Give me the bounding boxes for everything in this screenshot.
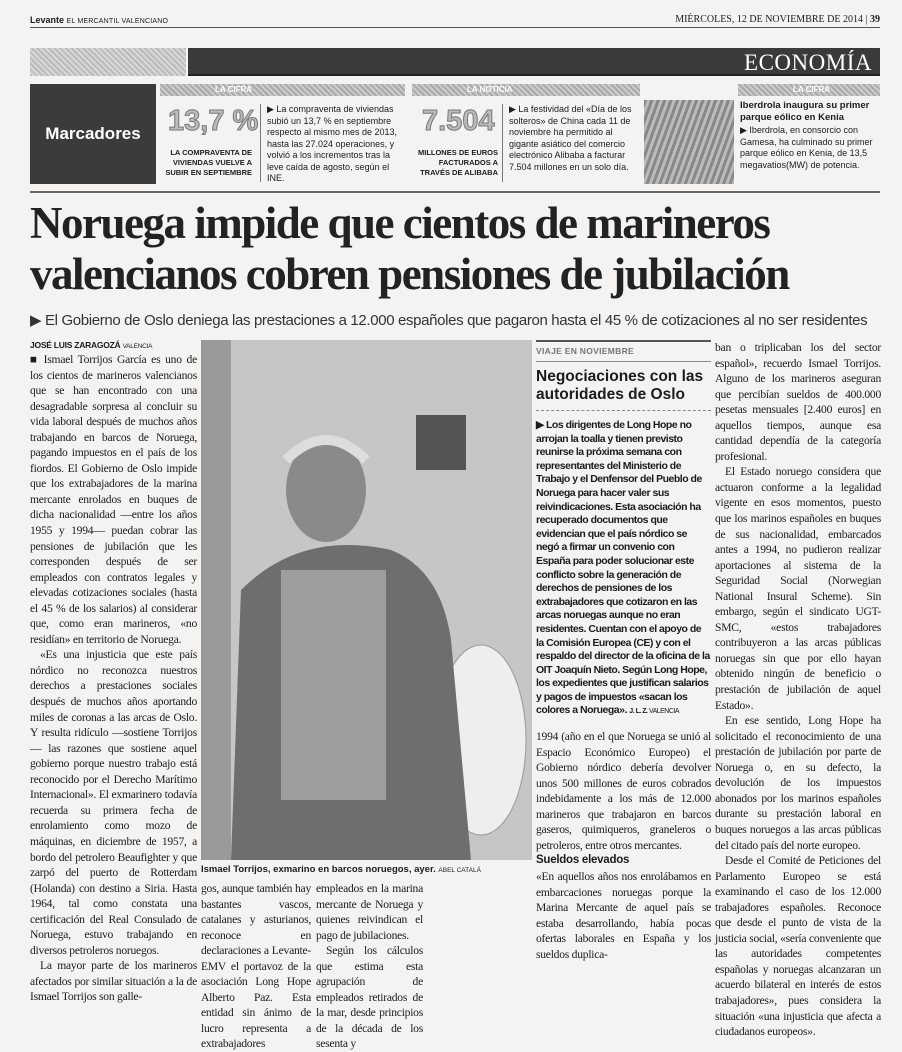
article-column-3 [316,881,423,1052]
issue-date: MIÉRCOLES, 12 DE NOVIEMBRE DE 2014 [675,14,863,25]
banner-pattern [30,48,186,76]
paragraph: La mayor parte de los marineros afectados por similar situación a la de Ismael Torrijos son galle- [30,959,197,1004]
sidebar-box [536,340,711,719]
paragraph: «Es una injusticia que este país nórdico no reconozca nuestros derechos a prestaciones sociales después de muchos años aportando miles de coronas a las arcas de Oslo. Y resulta ridículo —sostiene Torrijos— las razones que sostiene aquel gobierno porque nuestro trabajo está reconocido por el Derecho Marítimo Internacional». El exmarinero todavía recuerda su primera fecha de enrolamiento como mozo de máquinas, en diciembre de 1957, a bordo del petrolero Beaufighter y que zarpó del puerto de Rotterdam (Holanda) con destino a Siria. Hasta 1964, tal como constata una certificación del Real Consulado de Noruega, estuvo trabajando en diversos petroleros noruegos. [30,648,197,957]
headline: Noruega impide que cientos de marineros valencianos cobren pensiones de jubilación [30,198,789,299]
paragraph: ban o triplicaban los del sector español», recuerdo Ismael Torrijos. Alguno de los marineros aseguran que percibían sueldos de 400.000 pesetas mensuales [2.400 euros] en aquellos tiempos, aunque esa cantidad dependía de la categoría profesional. [715,341,881,463]
paragraph: Según los cálculos que estima esta agrupación de empleados retirados de la mar, desde principios de la década de los sesenta y [316,944,423,1051]
section-name: ECONOMÍA [744,50,872,75]
sidebar-title: Negociaciones con las autoridades de Oslo [536,361,711,411]
sidebar-column [536,340,711,962]
paper-subtitle: EL MERCANTIL VALENCIANO [66,18,169,25]
page-number: 39 [870,14,880,25]
item-text: ▶ La compraventa de viviendas subió un 13,7 % en septiembre respecto al mismo mes de 2013, hasta las 27.024 operaciones, y volvió a los incrementos tras la leve caída de agosto, según el INE. [260,104,408,182]
paragraph: En ese sentido, Long Hope ha solicitado el reconocimiento de una prestación de jubilación por parte de Noruega o, en su defecto, la devolución de los impuestos abonados por los marinos españoles durante su prestación laboral en buques noruegos a las arcas públicas del citado país del norte europeo. [715,714,881,852]
article-column-5 [715,340,881,1040]
paragraph: gos, aunque también hay bastantes vascos, catalanes y asturianos, reconoce en declaraciones a Levante-EMV el portavoz de la asociación Long Hope Alberto Paz. Esta entidad sin ánimo de lucro representa a extrabajadores [201,882,311,1051]
photo-column [201,340,532,1052]
article-column-2 [201,881,311,1052]
figure-caption: LA COMPRAVENTA DE VIVIENDAS VUELVE A SUBIR EN SEPTIEMBRE [165,148,252,177]
subhead: Sueldos elevados [536,854,630,867]
subtitle: ▶ El Gobierno de Oslo deniega las prestaciones a 12.000 españoles que pagaron hasta el 45 % de cotizaciones al no ser residentes [30,312,868,329]
man-portrait-image [201,340,532,860]
paragraph: 1994 (año en el que Noruega se unió al Espacio Económico Europeo) el Gobierno nórdico debería devolver unos 500 millones de euros cobrados indebidamente a los más de 12.000 marineros que trabajaron en barcos gaseros, quimiqueros, graneleros o petroleros, entre otros mercantes. [536,730,711,852]
article [30,198,882,1052]
item-headline: Iberdrola inaugura su primer parque eólico en Kenia [740,100,870,123]
paragraph: Desde el Comité de Peticiones del Parlamento Europeo se está examinando el caso de los 12.000 trabajadores españoles. Reconoce que desde el punto de vista de la justicia social, «sería conveniente que las autoridades competentes españolas y noruegas alcanzaran un acuerdo bilateral en interés de estos trabajadores», pues considera la situación «una injusticia que afecta a ciudadanos europeos». [715,854,881,1039]
figure-caption: MILLONES DE EUROS FACTURADOS A TRAVÉS DE ALIBABA [417,148,498,177]
paper-name: Levante [30,15,65,25]
article-columns [30,340,882,1052]
sidebar-kicker: VIAJE EN NOVIEMBRE [536,340,711,357]
item-tag: LA CIFRA [738,84,880,96]
byline-location: VALENCIA [122,343,153,350]
section-banner [188,48,880,76]
figure: 7.504 [422,105,495,137]
byline: JOSÉ LUIS ZARAGOZÁ [30,340,121,350]
sidebar-location: VALENCIA [648,708,680,716]
item-tag: LA CIFRA [160,84,405,96]
photo-credit: ABEL CATALÁ [438,867,481,874]
article-photo [201,340,532,860]
paragraph: «En aquellos años nos enrolábamos en embarcaciones noruegas porque la Marina Mercante de aquel país se estaba desarrollando, había pocas ofertas laborales en España y los sueldos duplica- [536,869,711,961]
sidebar-initials: J. L. Z. [629,708,648,716]
item-text: ▶ Iberdrola, en consorcio con Gamesa, ha culminado su primer parque eólico en Kenia, de 13,5 megavatios(MW) de potencia. [740,125,873,170]
figure: 13,7 % [168,105,259,137]
divider [30,191,880,193]
masthead: Levante EL MERCANTIL VALENCIANO MIÉRCOLES, 12 DE NOVIEMBRE DE 2014 | 39 [30,14,880,28]
paragraph: ■ Ismael Torrijos García es uno de los cientos de marineros valencianos que se han encontrado con una desagradable sorpresa al concluir su vida laboral después de muchos años trabajando en barcos de Noruega, pagando impuestos en el país de los fiordos. El Gobierno de Oslo impide que los extrabajadores de la marina mercante enrolados en buques de dicha nacionalidad —entre los años 1955 y 1994— puedan cobrar las pensiones de jubilación que les corresponden después de ser empleados con contratos legales y elevadas cotizaciones sociales (hasta el 45 % de los salarios) al considerar que, como eran marineros, «no residían» en territorio de Noruega. [30,353,197,646]
paragraph: El Estado noruego considera que actuaron conforme a la legalidad vigente en esos momentos, puesto que los marinos españoles en buques de sus nacionalidad, embarcados antes a 1994, no pudieron realizar aportaciones al sistema de la Seguridad Social (Norwegian National Insural Scheme). Sin embargo, según el sindicato UGT-SMC, «estos trabajadores contribuyeron a las arcas públicas noruegas sin que por ello hayan obtenido ningún de beneficio o prestación de jubilación de aquel Estado». [715,465,881,712]
item-tag: LA NOTICIA [412,84,640,96]
marcadores-title: Marcadores [30,84,156,184]
item-text: ▶ La festividad del «Día de los solteros» de China cada 11 de noviembre ha permitido al gigante asiático del comercio electrónico Alibaba a facturar 7.504 millones en un solo día. [502,104,640,182]
sidebar-text: ▶ Los dirigentes de Long Hope no arrojan la toalla y tienen previsto reunirse la próxima semana con representantes del Ministerio de Trabajo y el Denfensor del Pueblo de Noruega para hacer valer sus reivindicaciones. Esta asociación ha recuperado documentos que evidencian que el país nórdico se negó a firmar un convenio con España para poder solucionar este conflicto sobre la generación de derechos de pensiones de los extrabajadores que cotizaron en las arcas noruegas aunque no eran residentes. Cuentan con el apoyo de la Comisión Europea (CE) y con el respaldo del director de la oficina de la OIT Joaquín Nieto. Según Long Hope, los expedientes que justifican salarios y pagos de impuestos «sacan los colores a Noruega». [536,419,710,717]
paragraph: empleados en la marina mercante de Noruega y quienes reivindican el pago de jubilaciones. [316,882,423,942]
wind-farm-photo [644,100,734,184]
article-column-4 [536,729,711,962]
photo-caption: Ismael Torrijos, exmarino en barcos noruegos, ayer. [201,864,436,875]
article-column-1 [30,340,197,1005]
